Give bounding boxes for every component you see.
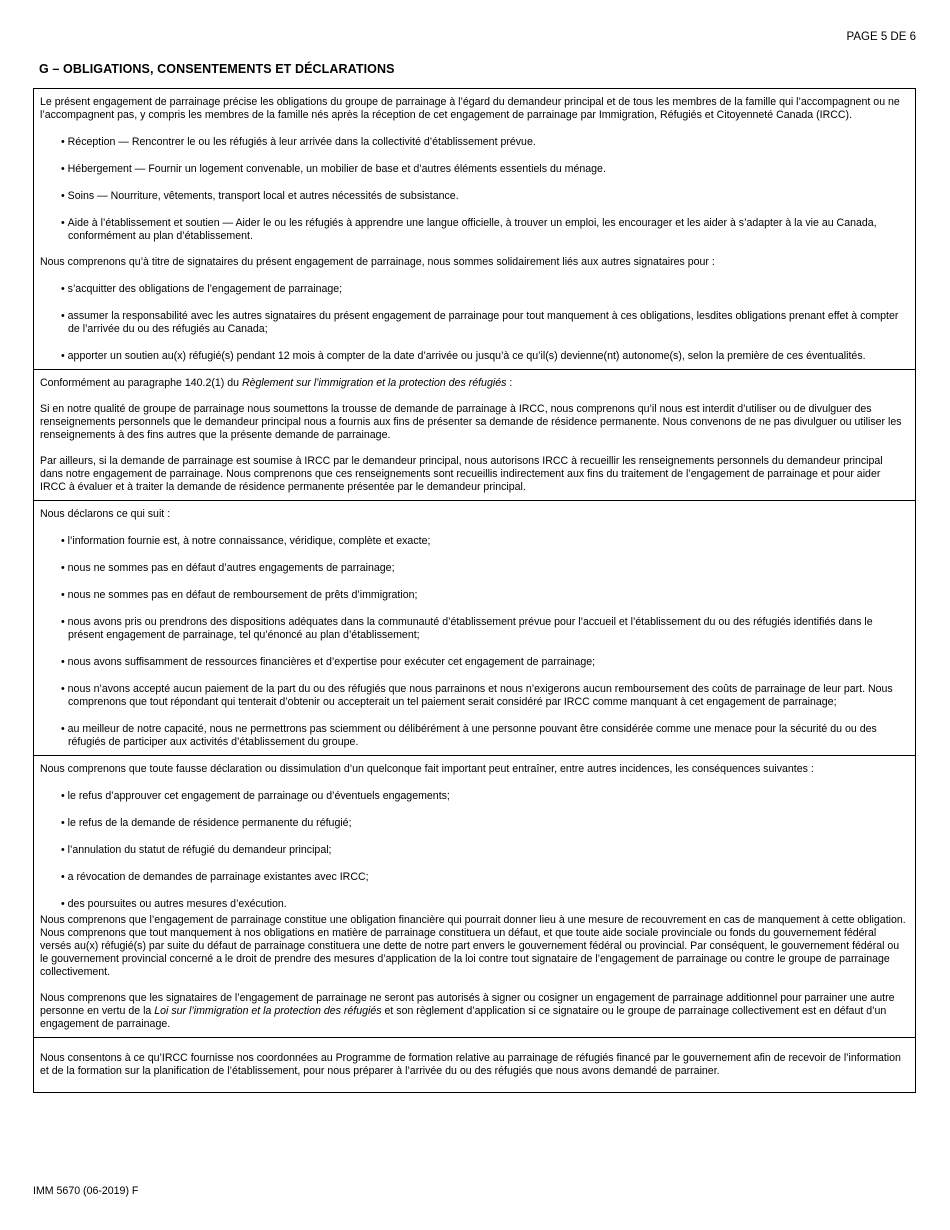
privacy-intro: Conformément au paragraphe 140.2(1) du Règlement sur l’immigration et la protection des réfugiés : (40, 377, 513, 389)
declaration-item: • nous avons pris ou prendrons des dispositions adéquates dans la communauté d’établissement prévue pour l’accueil et l’établissement du ou des réfugiés identifiés dans le présent engagement de parrainage, tel qu’énoncé au plan d’établissement; (40, 616, 907, 642)
obligation-item-reception: • Réception — Rencontrer le ou les réfugiés à leur arrivée dans la collectivité d’établissement prévue. (40, 136, 907, 149)
obligation-item-care: • Soins — Nourriture, vêtements, transport local et autres nécessités de subsistance. (40, 190, 907, 203)
financial-obligation-paragraph: Nous comprenons que l’engagement de parrainage constitue une obligation financière qui pourrait donner lieu à une mesure de recouvrement en cas de manquement à cette obligation. Nous comprenons que tout manquement à nos obligations en matière de parrainage constituera un défaut, et que toute aide sociale provinciale ou fonds du gouvernement fédéral versés au(x) réfugié(s) par suite du défaut de parrainage constituera une dette de notre part envers le gouvernement fédéral ou provincial. Par conséquent, le gouvernement fédéral ou le gouvernement provincial concerné a le droit de prendre des mesures d’application de la loi contre tout signataire de l’engagement de parrainage ou contre le groupe de parrainage collectivement. (40, 914, 906, 978)
obligations-box (34, 89, 915, 369)
declaration-item: • nous n’avons accepté aucun paiement de la part du ou des réfugiés que nous parrainons et nous n’exigerons aucun remboursement des coûts de parrainage de leur part. Nous comprenons que tout répondant qui tenterait d’obtenir ou accepterait un tel paiement serait considéré par IRCC comme manquant à cet engagement de parrainage; (40, 683, 907, 709)
declaration-item: • nous avons suffisamment de ressources financières et d’expertise pour exécuter cet engagement de parrainage; (40, 656, 907, 669)
consequences-intro: Nous comprenons que toute fausse déclaration ou dissimulation d’un quelconque fait important peut entraîner, entre autres incidences, les conséquences suivantes : (40, 763, 814, 775)
form-number: IMM 5670 (06-2019) F (33, 1185, 139, 1197)
privacy-paragraph: Par ailleurs, si la demande de parrainage est soumise à IRCC par le demandeur principal, nous autorisons IRCC à recueillir les renseignements personnels du demandeur principal dans notre engagement de parrainage. Nous comprenons que ces renseignements sont recueillis indirectement aux fins du traitement de l’engagement de parrainage et pour aider IRCC à évaluer et à traiter la demande de résidence permanente présentée par le demandeur principal. (40, 455, 883, 493)
consequence-item: • a révocation de demandes de parrainage existantes avec IRCC; (40, 871, 907, 884)
act-title: Loi sur l’immigration et la protection des réfugiés (154, 1005, 382, 1017)
regulation-title: Règlement sur l’immigration et la protection des réfugiés (242, 377, 507, 389)
consequences-box (34, 755, 915, 1037)
obligation-item-settlement: • Aide à l’établissement et soutien — Aider le ou les réfugiés à apprendre une langue officielle, à trouver un emploi, les encourager et les aider à s’adapter à la vie au Canada, conformément au plan d’établissement. (40, 217, 907, 243)
declarations-intro: Nous déclarons ce qui suit : (40, 508, 171, 520)
joint-item: • apporter un soutien au(x) réfugié(s) pendant 12 mois à compter de la date d’arrivée ou jusqu’à ce qu’il(s) devienne(nt) autonome(s), selon la première de ces éventualités. (40, 350, 907, 363)
default-paragraph: Nous comprenons que les signataires de l’engagement de parrainage ne seront pas autorisés à signer ou cosigner un engagement de parrainage additionnel pour parrainer une autre personne en vertu de la Loi sur l’immigration et la protection des réfugiés et son règlement d’application si ce signataire ou le groupe de parrainage collectivement est en défaut d’un engagement de parrainage. (40, 992, 895, 1030)
obligations-frame (33, 88, 916, 1093)
consent-paragraph: Nous consentons à ce qu’IRCC fournisse nos coordonnées au Programme de formation relative au parrainage de réfugiés financé par le gouvernement afin de recevoir de l’information et de la formation sur la planification de l’établissement, pour nous préparer à l’arrivée du ou des réfugiés que nous avons demandé de parrainer. (40, 1052, 901, 1077)
declaration-item: • l’information fournie est, à notre connaissance, véridique, complète et exacte; (40, 535, 907, 548)
consequence-item: • des poursuites ou autres mesures d’exécution. (40, 898, 907, 911)
declarations-box (34, 500, 915, 755)
consequence-item: • le refus de la demande de résidence permanente du réfugié; (40, 817, 907, 830)
declaration-item: • au meilleur de notre capacité, nous ne permettrons pas sciemment ou délibérément à une personne pouvant être considérée comme une menace pour la sécurité du ou des réfugiés de participer aux activités d’établissement du groupe. (40, 723, 907, 749)
obligation-item-lodging: • Hébergement — Fournir un logement convenable, un mobilier de base et d’autres éléments essentiels du ménage. (40, 163, 907, 176)
obligations-intro: Le présent engagement de parrainage précise les obligations du groupe de parrainage à l’égard du demandeur principal et de tous les membres de la famille qui l’accompagnent ou ne l’accompagnent pas, y compris les membres de la famille nés après la réception de cet engagement de parrainage par Immigration, Réfugiés et Citoyenneté Canada (IRCC). (40, 96, 900, 121)
declaration-item: • nous ne sommes pas en défaut de remboursement de prêts d’immigration; (40, 589, 907, 602)
page-number: PAGE 5 DE 6 (846, 31, 916, 43)
privacy-paragraph: Si en notre qualité de groupe de parrainage nous soumettons la trousse de demande de parrainage à IRCC, nous comprenons qu’il nous est interdit d’utiliser ou de divulguer des renseignements personnels que le demandeur principal nous a fournis aux fins de présenter sa demande de résidence permanente. Nous convenons de ne pas divulguer ou utiliser les renseignements à des fins autres que la présente demande de parrainage. (40, 403, 902, 441)
section-title: G – OBLIGATIONS, CONSENTEMENTS ET DÉCLARATIONS (39, 62, 395, 76)
joint-liability-intro: Nous comprenons qu’à titre de signataires du présent engagement de parrainage, nous sommes solidairement liés aux autres signataires pour : (40, 256, 715, 268)
privacy-box (34, 369, 915, 500)
consequence-item: • le refus d’approuver cet engagement de parrainage ou d’éventuels engagements; (40, 790, 907, 803)
joint-item: • assumer la responsabilité avec les autres signataires du présent engagement de parrainage pour tout manquement à ces obligations, lesdites obligations prenant effet à compter de l’arrivée du ou des réfugiés au Canada; (40, 310, 907, 336)
consequence-item: • l’annulation du statut de réfugié du demandeur principal; (40, 844, 907, 857)
joint-item: • s’acquitter des obligations de l’engagement de parrainage; (40, 283, 907, 296)
declaration-item: • nous ne sommes pas en défaut d’autres engagements de parrainage; (40, 562, 907, 575)
consent-box (34, 1037, 915, 1092)
